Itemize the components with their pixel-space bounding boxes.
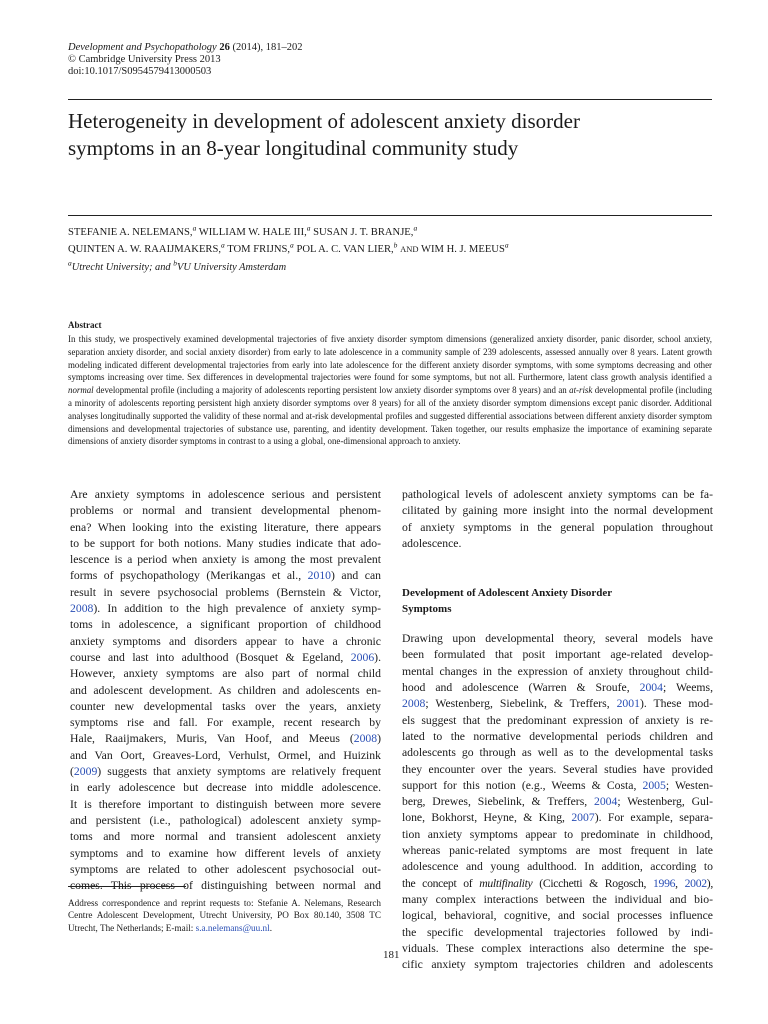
citation-link[interactable]: 2001 [616,697,640,711]
author: STEFANIE A. NELEMANS, [68,227,193,238]
author: WIM H. J. MEEUS [420,244,505,255]
journal-name: Development and Psychopathology [68,42,217,53]
author: WILLIAM W. HALE III, [196,227,307,238]
copyright: © Cambridge University Press 2013 [68,54,221,65]
citation-link[interactable]: 2008 [70,602,94,616]
citation-link[interactable]: 2002 [684,876,707,890]
doi: doi:10.1017/S0954579413000503 [68,66,212,77]
title-line-1: Heterogeneity in development of adolescent anxiety disorder [68,109,580,133]
author: SUSAN J. T. BRANJE, [310,227,414,238]
citation-link[interactable]: 2004 [639,681,663,695]
abstract-heading: Abstract [68,320,102,330]
email-link[interactable]: s.a.nelemans@uu.nl [195,922,270,933]
journal-year-pages: (2014), 181–202 [232,42,303,53]
journal-header [68,42,302,78]
journal-volume: 26 [219,42,230,53]
title-rule [68,215,712,216]
author: POL A. C. VAN LIER, [293,244,394,255]
affiliations: $^a$Utrecht University; and $^b$VU University Amsterdam [68,258,287,273]
citation-link[interactable]: 2007 [571,811,595,825]
header-rule [68,99,712,100]
page-number: 181 [383,949,400,961]
article-title [68,108,708,162]
footnote-rule [68,886,186,887]
author-list: STEFANIE A. NELEMANS,$^a$ WILLIAM W. HALE III,$^a$ SUSAN J. T. BRANJE,$^a$ QUINTEN A. W. RAAIJMAKERS,$^a$ TOM FRIJNS,$^a$ POL A. C. VAN LIER,$^b$ AND WIM H. J. MEEUS$^a$ [68,223,509,255]
body-column-left: Are anxiety symptoms in adolescence serious and persistent problems or normal and transient developmental phenom- ena? When looking into the existing literature, there appears to be support for both notions. Many studies indicate that ado- lescence is a period when anxiety is among the most prevalent forms of psychopathology (Merikangas et al., 2010) and can result in severe psychosocial problems (Bernstein & Victor, 2008). In addition to the high prevalence of anxiety symp- toms in adolescence, a significant proportion of childhood anxiety symptoms and disorders appear to have a chronic course and last into adulthood (Bosquet & Egeland, 2006). However, anxiety symptoms are also part of normal child and adolescent development. As children and adolescents en- counter new developmental tasks over the years, anxiety symptoms rise and fall. For example, recent research by Hale, Raaijmakers, Muris, Van Hoof, and Meeus (2008) and Van Oort, Greaves-Lord, Verhulst, Ormel, and Huizink (2009) suggests that anxiety symptoms are relatively frequent in early adolescence but decrease into middle adolescence. It is therefore important to distinguish between more severe and persistent (i.e., pathological) adolescent anxiety symp- toms and more normal and transient adolescent anxiety symptoms and to examine how different levels of anxiety symptoms are related to other adolescent psychosocial out- comes. This process of distinguishing between normal and [70,488,381,893]
abstract-body: In this study, we prospectively examined developmental trajectories of five anxiety disorder symptom dimensions (generalized anxiety disorder, panic disorder, school anxiety, separation anxiety disorder, and social anxiety disorder) from early to late adolescence in a community sample of 239 adolescents, assessed annually over 8 years. Latent growth modeling indicated different developmental trajectories from early into late adolescence for the different anxiety disorder symptoms, with some symptoms decreasing and other symptoms increasing over time. Sex differences in developmental trajectories were found for some symptoms, but not all. Furthermore, latent class growth analysis identified a normal developmental profile (including a majority of adolescents reporting persistent low anxiety disorder symptoms over 8 years) and an at-risk developmental profile (including a minority of adolescents reporting persistent high anxiety disorder symptoms over 8 years) for all of the anxiety disorder symptom dimensions except panic disorder. Additional analyses longitudinally supported the validity of these normal and at-risk developmental profiles and suggested differential associations between different anxiety disorder symptom dimensions and developmental trajectories of substance use, parenting, and identity development. Taken together, our results emphasize the importance of examining separate dimensions of anxiety disorder symptoms in contrast to a using a global, one-dimensional approach to anxiety. [68,334,712,447]
author-and: AND [400,244,419,254]
citation-link[interactable]: 2006 [350,650,375,664]
author: TOM FRIJNS, [224,244,291,255]
citation-link[interactable]: 2009 [73,765,98,779]
section-heading: Development of Adolescent Anxiety Disorder Symptoms [402,587,613,616]
citation-link[interactable]: 2005 [642,778,666,792]
title-line-2: symptoms in an 8-year longitudinal community study [68,136,519,160]
body-column-right: pathological levels of adolescent anxiety symptoms can be fa- cilitated by gaining more insight into the normal development of anxiety symptoms in the general population throughout adolescence. Development of Adolescent Anxiety Disorder Symptoms Drawing upon developmental theory, several models have been formulated that posit important age-related develop- mental changes in the expression of anxiety throughout child- hood and adolescence (Warren & Sroufe, 2004; Weems, 2008; Westenberg, Siebelink, & Treffers, 2001). These mod- els suggest that the predominant expression of anxiety is re- lated to the normative developmental periods children and adolescents go through as well as to the developmental tasks they encounter over the years. Several studies have provided support for this notion (e.g., Weems & Costa, 2005; Westen- berg, Drewes, Siebelink, & Treffers, 2004; Westenberg, Gul- lone, Bokhorst, Heyne, & King, 2007). For example, separa- tion anxiety symptoms appear to predominate in childhood, whereas panic-related symptoms are most frequent in late adolescence and young adulthood. In addition, according to the concept of multifinality (Cicchetti & Rogosch, 1996, 2002), many complex interactions between the individual and bio- logical, behavioral, cognitive, and social processes influence the specific developmental trajectories followed by indi- viduals. These complex interactions also determine the spe- cific anxiety symptom trajectories children and adolescents [402,488,714,972]
correspondence-footnote: Address correspondence and reprint requests to: Stefanie A. Nelemans, Research Centre Adolescent Development, Utrecht University, PO Box 80.140, 3508 TC Utrecht, The Netherlands; E-mail: s.a.nelemans@uu.nl. [68,898,381,933]
citation-link[interactable]: 2004 [593,795,618,809]
citation-link[interactable]: 2008 [402,697,426,711]
citation-link[interactable]: 2008 [353,732,378,746]
author: QUINTEN A. W. RAAIJMAKERS, [68,244,222,255]
citation-link[interactable]: 2010 [307,569,331,583]
citation-link[interactable]: 1996 [652,876,676,890]
